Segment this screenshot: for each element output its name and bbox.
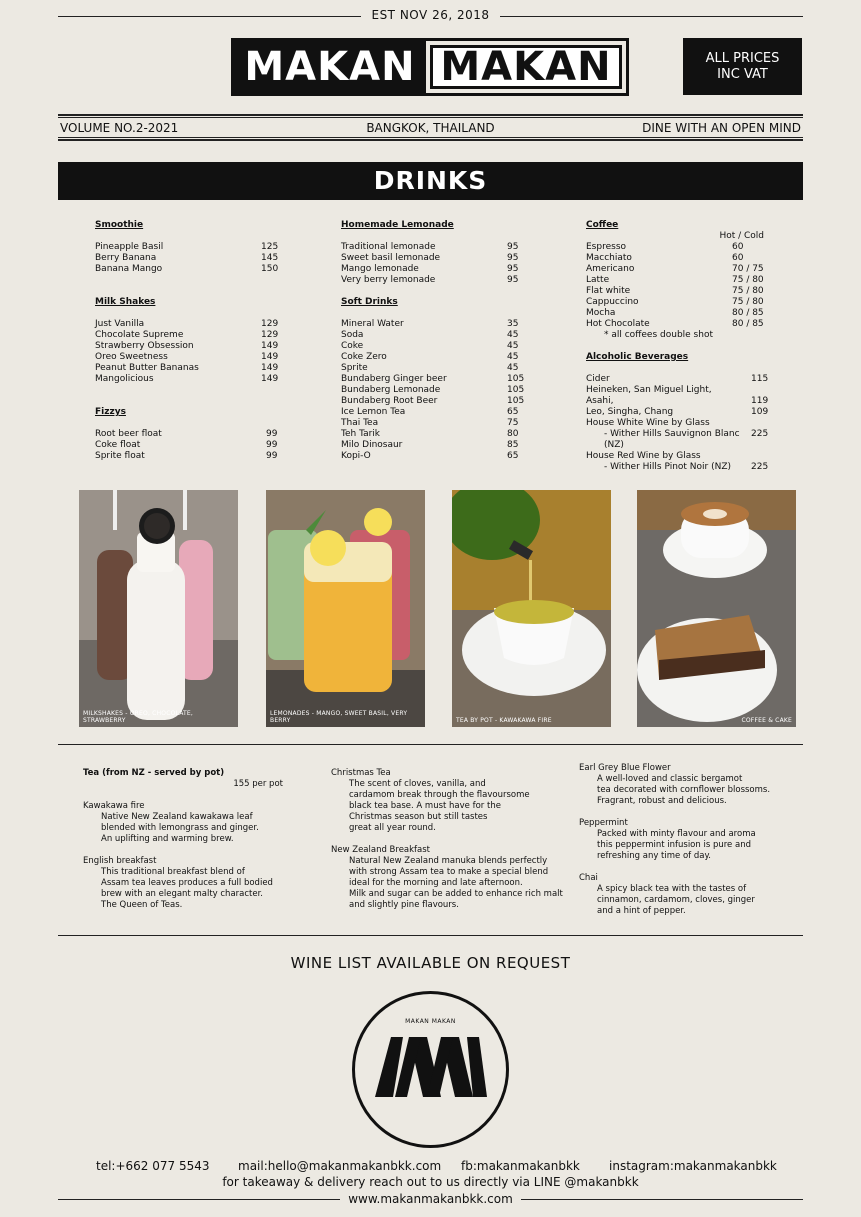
menu-item-name: Heineken, San Miguel Light, — [586, 385, 712, 395]
tea-description: black tea base. A must have for the — [349, 801, 501, 811]
website[interactable] — [0, 1192, 861, 1206]
menu-item — [95, 264, 278, 275]
menu-item — [95, 330, 278, 341]
menu-item-name: - Wither Hills Pinot Noir (NZ) — [604, 462, 732, 472]
tea-description: Assam tea leaves produces a full bodied — [101, 878, 273, 888]
tea-column-3 — [579, 763, 799, 917]
menu-item-name: Berry Banana — [95, 253, 157, 263]
menu-item-price: 45 — [507, 330, 519, 340]
contact-facebook[interactable]: fb:makanmakanbkk — [461, 1159, 580, 1173]
menu-item-name: House Red Wine by Glass — [586, 451, 701, 461]
alcohol-list — [586, 374, 768, 473]
menu-item-price: 115 — [751, 374, 769, 384]
established-date: EST NOV 26, 2018 — [0, 8, 861, 22]
prices-line-1: ALL PRICES — [705, 50, 780, 66]
photo-coffee-cake — [637, 490, 796, 727]
menu-item — [586, 308, 768, 319]
tea-name: Earl Grey Blue Flower — [579, 763, 671, 773]
menu-item-price: 99 — [266, 451, 278, 461]
menu-item — [586, 242, 768, 253]
menu-item — [95, 253, 278, 264]
logo — [231, 38, 629, 96]
menu-item-name: Bundaberg Lemonade — [341, 385, 441, 395]
masthead-rule-bottom-2 — [58, 139, 803, 141]
tea-name: Peppermint — [579, 818, 628, 828]
menu-item-name: Bundaberg Root Beer — [341, 396, 438, 406]
logo-left-word: MAKAN — [234, 41, 426, 93]
menu-item — [341, 242, 520, 253]
menu-item-name: Strawberry Obsession — [95, 341, 194, 351]
menu-item-price: 129 — [261, 319, 279, 329]
menu-item-name: Banana Mango — [95, 264, 163, 274]
menu-item-price — [751, 385, 768, 396]
menu-item-price: 225 — [751, 429, 769, 439]
menu-item-price: 105 — [507, 374, 525, 384]
masthead-rule-bottom — [58, 137, 803, 138]
menu-item — [341, 396, 525, 407]
menu-item-price: 75 / 80 — [732, 297, 764, 307]
menu-item — [586, 407, 768, 418]
tea-description: Packed with minty flavour and aroma — [597, 829, 756, 839]
menu-item-name: Just Vanilla — [95, 319, 145, 329]
menu-item-price: 75 — [507, 418, 519, 428]
menu-item-price: 45 — [507, 363, 519, 373]
menu-item — [341, 319, 520, 330]
menu-item-name: - Wither Hills Sauvignon Blanc (NZ) — [604, 429, 740, 450]
tea-description: with strong Assam tea to make a special blend — [349, 867, 549, 877]
menu-column-2 — [341, 220, 525, 462]
menu-item — [341, 418, 520, 429]
contact-mail[interactable]: mail:hello@makanmakanbkk.com — [238, 1159, 442, 1173]
tea-description: ideal for the morning and late afternoon. — [349, 878, 523, 888]
location: BANGKOK, THAILAND — [366, 121, 495, 135]
tea-title: Tea (from NZ - served by pot) — [83, 768, 225, 778]
menu-item-name: Kopi-O — [341, 451, 371, 461]
menu-item — [95, 242, 278, 253]
menu-item-price: 75 / 80 — [732, 286, 764, 296]
menu-item — [95, 341, 278, 352]
tea-description: Milk and sugar can be added to enhance rich malt — [349, 889, 563, 899]
tea-description: tea decorated with cornflower blossoms. — [597, 785, 771, 795]
menu-item — [341, 440, 520, 451]
menu-item-price: 105 — [507, 396, 525, 406]
menu-item-name: Chocolate Supreme — [95, 330, 184, 340]
menu-item — [95, 440, 278, 451]
menu-item-name: Flat white — [586, 286, 631, 296]
photo-caption: TEA BY POT - KAWAKAWA FIRE — [456, 717, 552, 724]
menu-item-name: Root beer float — [95, 429, 162, 439]
tea-description: great all year round. — [349, 823, 436, 833]
menu-item-name: Asahi, — [586, 396, 614, 406]
photo-caption: LEMONADES - MANGO, SWEET BASIL, VERY BERRY — [270, 710, 408, 724]
tea-list-3 — [579, 763, 799, 917]
coffee-list — [586, 242, 768, 330]
tea-rule-bottom — [58, 935, 803, 936]
menu-item-price: 95 — [507, 264, 519, 274]
menu-item-price — [751, 451, 768, 462]
menu-item — [341, 264, 520, 275]
delivery-note: for takeaway & delivery reach out to us directly via LINE @makanbkk — [222, 1175, 639, 1189]
tea-description: Native New Zealand kawakawa leaf — [101, 812, 253, 822]
menu-item-price — [751, 418, 768, 429]
menu-item — [586, 418, 768, 429]
tea-description: cinnamon, cardamom, cloves, ginger — [597, 895, 755, 905]
tea-description: and slightly pine flavours. — [349, 900, 459, 910]
menu-item-name: Soda — [341, 330, 364, 340]
photo-caption: MILKSHAKES - OREO, CHOCOLATE, STRAWBERRY — [83, 710, 194, 724]
tea-description: Fragrant, robust and delicious. — [597, 796, 727, 806]
tea-price: 155 per pot — [233, 779, 283, 789]
menu-item-price: 119 — [751, 396, 769, 406]
tea-name: Kawakawa fire — [83, 801, 145, 811]
menu-item — [586, 451, 768, 462]
menu-item-name: Macchiato — [586, 253, 632, 263]
menu-item-name: Mangolicious — [95, 374, 154, 384]
tea-description: brew with an elegant malty character. — [101, 889, 264, 899]
menu-item-price: 65 — [507, 407, 519, 417]
menu-item-price: 80 / 85 — [732, 319, 764, 329]
soft-drinks-list — [341, 319, 525, 462]
menu-item-name: Ice Lemon Tea — [341, 407, 406, 417]
menu-item — [586, 286, 768, 297]
lemonades-illustration — [266, 490, 425, 727]
photo-caption: COFFEE & CAKE — [741, 717, 792, 724]
menu-item-name: Pineapple Basil — [95, 242, 164, 252]
seal-brand: MAKAN MAKAN — [405, 1018, 456, 1025]
tagline: DINE WITH AN OPEN MIND — [642, 121, 801, 135]
tea-illustration — [452, 490, 611, 727]
menu-item-name: Sweet basil lemonade — [341, 253, 441, 263]
menu-item — [95, 429, 278, 440]
prices-badge — [683, 38, 802, 95]
tea-description: refreshing any time of day. — [597, 851, 711, 861]
menu-item — [586, 264, 768, 275]
menu-item-price: 149 — [261, 341, 279, 351]
menu-item-name: Bundaberg Ginger beer — [341, 374, 447, 384]
menu-item — [341, 451, 520, 462]
menu-item-name: Peanut Butter Bananas — [95, 363, 199, 373]
menu-item-name: Mango lemonade — [341, 264, 419, 274]
menu-item-name: Cappuccino — [586, 297, 639, 307]
menu-item-name: Thai Tea — [341, 418, 379, 428]
photo-lemonades — [266, 490, 425, 727]
tea-list-2 — [331, 768, 571, 911]
tea-description: this peppermint infusion is pure and — [597, 840, 751, 850]
menu-item — [586, 429, 768, 451]
menu-item-name: Cider — [586, 374, 610, 384]
menu-item-price: 125 — [261, 242, 279, 252]
menu-item-price: 80 / 85 — [732, 308, 764, 318]
menu-item-price: 60 — [732, 253, 744, 263]
menu-item-price: 149 — [261, 374, 279, 384]
menu-item-name: Sprite — [341, 363, 368, 373]
menu-item-price: 45 — [507, 341, 519, 351]
menu-item — [586, 297, 768, 308]
menu-item-name: Very berry lemonade — [341, 275, 436, 285]
tea-column-2 — [331, 768, 571, 911]
menu-item-name: Teh Tarik — [341, 429, 381, 439]
menu-item-price: 95 — [507, 275, 519, 285]
milkshakes-heading: Milk Shakes — [95, 297, 156, 307]
website-text[interactable]: www.makanmakanbkk.com — [340, 1192, 521, 1206]
tea-column-1 — [83, 768, 283, 911]
menu-item-name: Coke — [341, 341, 364, 351]
menu-item — [586, 374, 768, 385]
menu-item — [341, 352, 520, 363]
milkshake-list — [95, 319, 278, 385]
menu-item-name: Traditional lemonade — [341, 242, 436, 252]
milkshakes-illustration — [79, 490, 238, 727]
menu-item-price: 145 — [261, 253, 279, 263]
menu-item — [341, 275, 520, 286]
contact-instagram[interactable]: instagram:makanmakanbkk — [609, 1159, 777, 1173]
menu-item — [586, 275, 768, 286]
lemonade-list — [341, 242, 520, 286]
tea-description: blended with lemongrass and ginger. — [101, 823, 259, 833]
menu-item — [586, 385, 768, 396]
contact-tel[interactable]: tel:+662 077 5543 — [96, 1159, 210, 1173]
menu-item — [341, 385, 525, 396]
soft-drinks-heading: Soft Drinks — [341, 297, 398, 307]
menu-item — [586, 253, 768, 264]
tea-description: Christmas season but still tastes — [349, 812, 488, 822]
fizzys-heading: Fizzys — [95, 407, 126, 417]
menu-item-price: 35 — [507, 319, 519, 329]
photo-milkshakes — [79, 490, 238, 727]
menu-item-price: 75 / 80 — [732, 275, 764, 285]
menu-item — [586, 319, 768, 330]
menu-item — [341, 374, 525, 385]
menu-item — [341, 407, 520, 418]
photo-tea — [452, 490, 611, 727]
section-title: DRINKS — [58, 162, 803, 200]
menu-item — [95, 374, 278, 385]
tea-name: English breakfast — [83, 856, 157, 866]
menu-item-name: Coke float — [95, 440, 141, 450]
tea-description: The scent of cloves, vanilla, and — [349, 779, 486, 789]
menu-item — [341, 429, 520, 440]
alcohol-heading: Alcoholic Beverages — [586, 352, 689, 362]
menu-item-name: Hot Chocolate — [586, 319, 650, 329]
menu-item-name: Coke Zero — [341, 352, 387, 362]
menu-item-price: 99 — [266, 429, 278, 439]
menu-item-price: 225 — [751, 462, 769, 472]
menu-item — [95, 319, 278, 330]
hot-cold-label: Hot / Cold — [719, 231, 764, 241]
tea-description: A spicy black tea with the tastes of — [597, 884, 747, 894]
menu-item — [341, 253, 520, 264]
menu-item — [341, 330, 520, 341]
masthead-rule-top-2 — [58, 117, 803, 118]
tea-name: New Zealand Breakfast — [331, 845, 431, 855]
menu-item-name: Milo Dinosaur — [341, 440, 403, 450]
menu-item-price: 65 — [507, 451, 519, 461]
menu-item-name: Sprite float — [95, 451, 145, 461]
tea-list-1 — [83, 801, 283, 911]
menu-item-price: 149 — [261, 352, 279, 362]
menu-item-price: 80 — [507, 429, 519, 439]
menu-item-price: 109 — [751, 407, 769, 417]
menu-item-name: Oreo Sweetness — [95, 352, 168, 362]
monogram-icon — [369, 1032, 492, 1102]
tea-name: Christmas Tea — [331, 768, 391, 778]
tea-description: Natural New Zealand manuka blends perfectly — [349, 856, 548, 866]
menu-item-price: 95 — [507, 242, 519, 252]
menu-item-price: 149 — [261, 363, 279, 373]
menu-column-1 — [95, 220, 278, 462]
menu-item-price: 70 / 75 — [732, 264, 764, 274]
masthead-rule-top — [58, 114, 803, 116]
menu-item — [95, 352, 278, 363]
volume: VOLUME NO.2-2021 — [60, 121, 179, 135]
menu-item-price: 85 — [507, 440, 519, 450]
menu-item — [341, 341, 520, 352]
menu-item — [341, 363, 520, 374]
smoothie-heading: Smoothie — [95, 220, 144, 230]
tea-description: The Queen of Teas. — [101, 900, 183, 910]
menu-item-price: 95 — [507, 253, 519, 263]
menu-item-name: Espresso — [586, 242, 627, 252]
menu-item — [95, 363, 278, 374]
tea-description: and a hint of pepper. — [597, 906, 686, 916]
menu-item-price: 45 — [507, 352, 519, 362]
smoothie-list — [95, 242, 278, 275]
menu-item-price: 105 — [507, 385, 525, 395]
menu-item-price: 99 — [266, 440, 278, 450]
menu-item — [586, 462, 768, 473]
wine-note: WINE LIST AVAILABLE ON REQUEST — [290, 954, 571, 972]
menu-item-name: Leo, Singha, Chang — [586, 407, 674, 417]
logo-seal — [352, 991, 509, 1148]
tea-description: An uplifting and warming brew. — [101, 834, 234, 844]
tea-description: This traditional breakfast blend of — [101, 867, 245, 877]
tea-description: cardamom break through the flavoursome — [349, 790, 530, 800]
menu-item — [95, 451, 278, 462]
menu-item-price: 129 — [261, 330, 279, 340]
coffee-heading: Coffee — [586, 220, 619, 230]
menu-column-3 — [586, 220, 768, 473]
logo-right-word: MAKAN — [430, 45, 622, 89]
coffee-note: * all coffees double shot — [604, 330, 713, 340]
menu-item-name: Americano — [586, 264, 635, 274]
coffee-cake-illustration — [637, 490, 796, 727]
prices-line-2: INC VAT — [717, 66, 768, 82]
fizzy-list — [95, 429, 278, 462]
tea-description: A well-loved and classic bergamot — [597, 774, 743, 784]
menu-item-name: Mocha — [586, 308, 616, 318]
menu-item-name: Mineral Water — [341, 319, 404, 329]
menu-item-name: House White Wine by Glass — [586, 418, 710, 428]
tea-name: Chai — [579, 873, 598, 883]
menu-item — [586, 396, 768, 407]
menu-item-price: 60 — [732, 242, 744, 252]
menu-item-price: 150 — [261, 264, 279, 274]
menu-item-name: Latte — [586, 275, 610, 285]
lemonade-heading: Homemade Lemonade — [341, 220, 454, 230]
tea-rule-top — [58, 744, 803, 745]
